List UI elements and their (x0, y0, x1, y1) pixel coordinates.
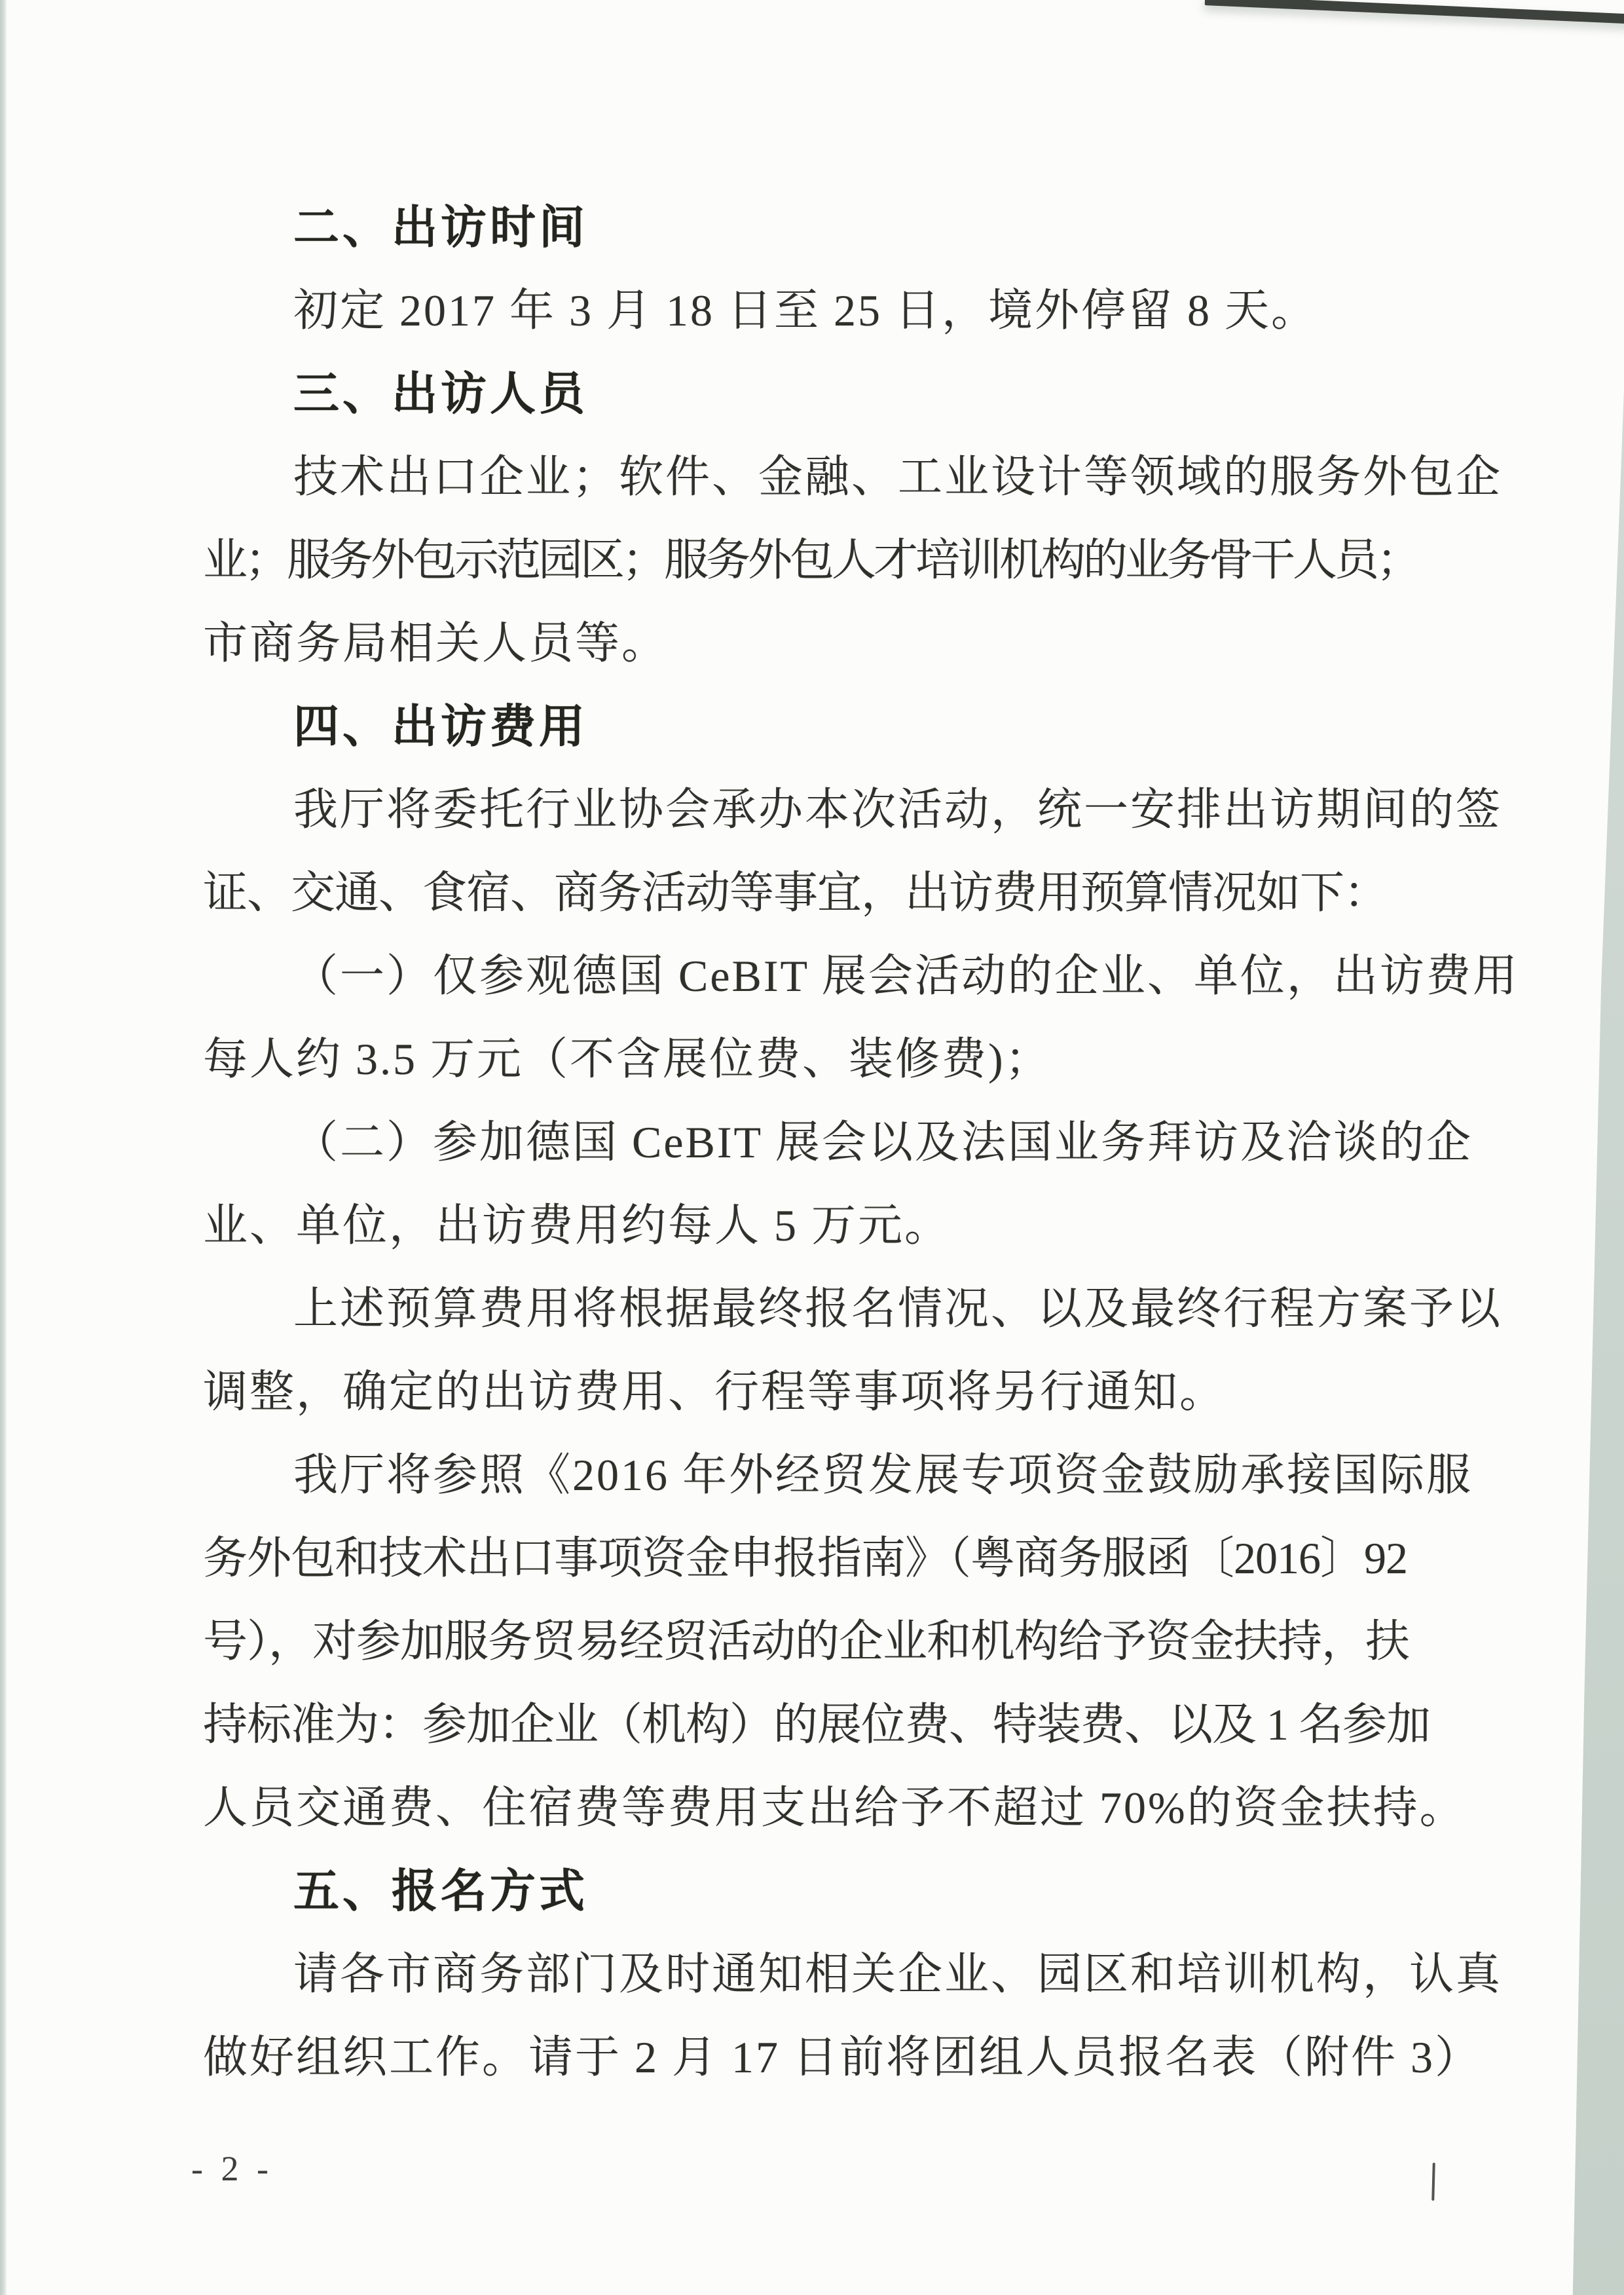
body-line: 务外包和技术出口事项资金申报指南》（粤商务服函〔2016〕92 (203, 1533, 1408, 1583)
body-line: 持标准为：参加企业（机构）的展位费、特装费、以及 1 名参加 (203, 1700, 1431, 1749)
scan-edge-left (0, 0, 7, 2295)
heading-section-3-participants: 三、出访人员 (293, 368, 588, 419)
body-line-visit-dates: 初定 2017 年 3 月 18 日至 25 日，境外停留 8 天。 (293, 286, 1318, 335)
body-line: 人员交通费、住宿费等费用支出给予不超过 70%的资金扶持。 (203, 1783, 1466, 1833)
body-line: 请各市商务部门及时通知相关企业、园区和培训机构，认真 (293, 1949, 1503, 1999)
body-line: 我厅将委托行业协会承办本次活动，统一安排出访期间的签 (293, 785, 1503, 834)
body-line: 做好组织工作。请于 2 月 17 日前将团组人员报名表（附件 3） (203, 2032, 1482, 2082)
body-line-item-one: （一）仅参观德国 CeBIT 展会活动的企业、单位，出访费用 (293, 951, 1519, 1001)
body-line: 市商务局相关人员等。 (203, 618, 669, 668)
body-line-item-two: （二）参加德国 CeBIT 展会以及法国业务拜访及洽谈的企 (293, 1117, 1473, 1167)
body-line: 业、单位，出访费用约每人 5 万元。 (203, 1201, 951, 1250)
page-number: - 2 - (191, 2149, 273, 2188)
heading-section-2-visit-time: 二、出访时间 (293, 202, 588, 253)
body-line: 证、交通、食宿、商务活动等事宜，出访费用预算情况如下： (203, 868, 1388, 918)
body-line: 技术出口企业；软件、金融、工业设计等领域的服务外包企 (293, 452, 1503, 502)
body-line: 号），对参加服务贸易经贸活动的企业和机构给予资金扶持，扶 (203, 1616, 1410, 1666)
scanner-background (1564, 0, 1624, 2295)
scan-stray-mark (1431, 2163, 1435, 2201)
heading-section-5-registration: 五、报名方式 (293, 1865, 588, 1916)
body-line: 上述预算费用将根据最终报名情况、以及最终行程方案予以 (293, 1284, 1503, 1334)
body-line: 调整，确定的出访费用、行程等事项将另行通知。 (203, 1367, 1227, 1417)
body-line: 每人约 3.5 万元（不含展位费、装修费)； (203, 1034, 1052, 1084)
heading-section-4-expenses: 四、出访费用 (293, 701, 588, 752)
body-line: 我厅将参照《2016 年外经贸发展专项资金鼓励承接国际服 (293, 1450, 1473, 1500)
scan-edge-top (1205, 0, 1624, 24)
document-text-block (203, 186, 1519, 2099)
body-line: 业；服务外包示范园区；服务外包人才培训机构的业务骨干人员； (203, 535, 1419, 585)
